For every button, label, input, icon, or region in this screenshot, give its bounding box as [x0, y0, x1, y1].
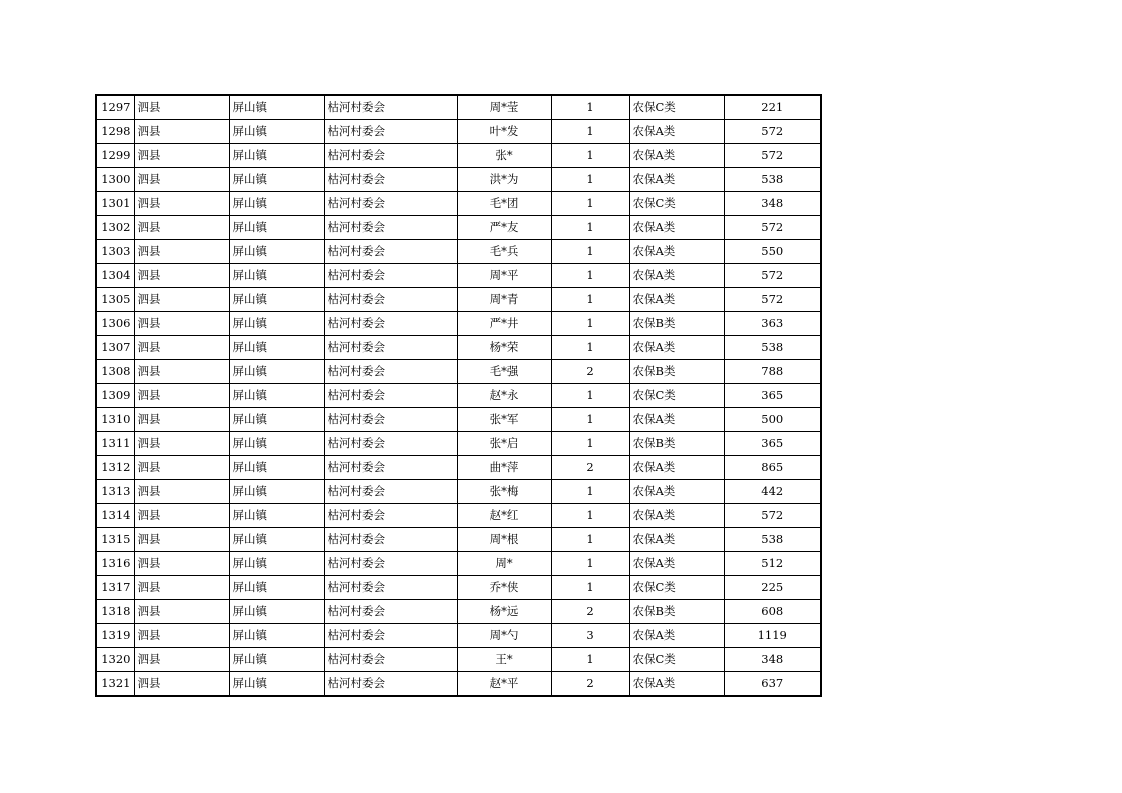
- village-committee-cell: 枯河村委会: [324, 552, 457, 576]
- town-cell: 屏山镇: [229, 552, 324, 576]
- village-committee-cell: 枯河村委会: [324, 408, 457, 432]
- village-committee-cell: 枯河村委会: [324, 95, 457, 120]
- category-cell: 农保A类: [629, 168, 724, 192]
- row-number-cell: 1321: [96, 672, 134, 697]
- amount-cell: 608: [724, 600, 821, 624]
- person-name-cell: 张*启: [457, 432, 551, 456]
- household-count-cell: 1: [551, 336, 629, 360]
- person-name-cell: 王*: [457, 648, 551, 672]
- row-number-cell: 1298: [96, 120, 134, 144]
- person-name-cell: 毛*兵: [457, 240, 551, 264]
- household-count-cell: 1: [551, 576, 629, 600]
- town-cell: 屏山镇: [229, 216, 324, 240]
- category-cell: 农保A类: [629, 408, 724, 432]
- household-count-cell: 1: [551, 240, 629, 264]
- category-cell: 农保A类: [629, 120, 724, 144]
- amount-cell: 365: [724, 384, 821, 408]
- village-committee-cell: 枯河村委会: [324, 624, 457, 648]
- category-cell: 农保B类: [629, 360, 724, 384]
- table-row: [96, 672, 821, 697]
- county-cell: 泗县: [134, 192, 229, 216]
- amount-cell: 572: [724, 504, 821, 528]
- amount-cell: 348: [724, 192, 821, 216]
- row-number-cell: 1319: [96, 624, 134, 648]
- county-cell: 泗县: [134, 240, 229, 264]
- town-cell: 屏山镇: [229, 360, 324, 384]
- household-count-cell: 1: [551, 480, 629, 504]
- row-number-cell: 1312: [96, 456, 134, 480]
- town-cell: 屏山镇: [229, 528, 324, 552]
- category-cell: 农保B类: [629, 600, 724, 624]
- household-count-cell: 1: [551, 264, 629, 288]
- household-count-cell: 1: [551, 312, 629, 336]
- county-cell: 泗县: [134, 432, 229, 456]
- row-number-cell: 1309: [96, 384, 134, 408]
- amount-cell: 637: [724, 672, 821, 697]
- household-count-cell: 1: [551, 95, 629, 120]
- table-row: [96, 192, 821, 216]
- household-count-cell: 1: [551, 648, 629, 672]
- row-number-cell: 1311: [96, 432, 134, 456]
- category-cell: 农保A类: [629, 264, 724, 288]
- village-committee-cell: 枯河村委会: [324, 312, 457, 336]
- household-count-cell: 1: [551, 288, 629, 312]
- category-cell: 农保C类: [629, 192, 724, 216]
- category-cell: 农保A类: [629, 672, 724, 697]
- amount-cell: 572: [724, 144, 821, 168]
- town-cell: 屏山镇: [229, 144, 324, 168]
- row-number-cell: 1302: [96, 216, 134, 240]
- person-name-cell: 曲*萍: [457, 456, 551, 480]
- amount-cell: 865: [724, 456, 821, 480]
- county-cell: 泗县: [134, 552, 229, 576]
- table-row: [96, 480, 821, 504]
- row-number-cell: 1317: [96, 576, 134, 600]
- household-count-cell: 2: [551, 360, 629, 384]
- category-cell: 农保A类: [629, 336, 724, 360]
- row-number-cell: 1313: [96, 480, 134, 504]
- town-cell: 屏山镇: [229, 624, 324, 648]
- household-count-cell: 2: [551, 600, 629, 624]
- household-count-cell: 1: [551, 192, 629, 216]
- household-count-cell: 2: [551, 672, 629, 697]
- town-cell: 屏山镇: [229, 672, 324, 697]
- village-committee-cell: 枯河村委会: [324, 504, 457, 528]
- person-name-cell: 乔*侠: [457, 576, 551, 600]
- town-cell: 屏山镇: [229, 120, 324, 144]
- village-committee-cell: 枯河村委会: [324, 672, 457, 697]
- county-cell: 泗县: [134, 504, 229, 528]
- category-cell: 农保A类: [629, 456, 724, 480]
- table-row: [96, 288, 821, 312]
- row-number-cell: 1316: [96, 552, 134, 576]
- county-cell: 泗县: [134, 288, 229, 312]
- town-cell: 屏山镇: [229, 192, 324, 216]
- row-number-cell: 1307: [96, 336, 134, 360]
- amount-cell: 572: [724, 216, 821, 240]
- amount-cell: 1119: [724, 624, 821, 648]
- row-number-cell: 1303: [96, 240, 134, 264]
- village-committee-cell: 枯河村委会: [324, 336, 457, 360]
- category-cell: 农保A类: [629, 528, 724, 552]
- town-cell: 屏山镇: [229, 480, 324, 504]
- person-name-cell: 周*勺: [457, 624, 551, 648]
- category-cell: 农保A类: [629, 288, 724, 312]
- household-count-cell: 1: [551, 144, 629, 168]
- county-cell: 泗县: [134, 264, 229, 288]
- person-name-cell: 叶*发: [457, 120, 551, 144]
- person-name-cell: 张*军: [457, 408, 551, 432]
- household-count-cell: 3: [551, 624, 629, 648]
- county-cell: 泗县: [134, 456, 229, 480]
- table-row: [96, 384, 821, 408]
- county-cell: 泗县: [134, 120, 229, 144]
- person-name-cell: 杨*荣: [457, 336, 551, 360]
- amount-cell: 538: [724, 528, 821, 552]
- person-name-cell: 周*根: [457, 528, 551, 552]
- category-cell: 农保A类: [629, 144, 724, 168]
- category-cell: 农保A类: [629, 216, 724, 240]
- table-row: [96, 95, 821, 120]
- table-row: [96, 624, 821, 648]
- household-count-cell: 1: [551, 504, 629, 528]
- town-cell: 屏山镇: [229, 576, 324, 600]
- category-cell: 农保B类: [629, 432, 724, 456]
- amount-cell: 572: [724, 120, 821, 144]
- county-cell: 泗县: [134, 480, 229, 504]
- category-cell: 农保B类: [629, 312, 724, 336]
- table-row: [96, 312, 821, 336]
- household-count-cell: 2: [551, 456, 629, 480]
- row-number-cell: 1300: [96, 168, 134, 192]
- village-committee-cell: 枯河村委会: [324, 480, 457, 504]
- category-cell: 农保A类: [629, 504, 724, 528]
- amount-cell: 572: [724, 288, 821, 312]
- table-row: [96, 264, 821, 288]
- county-cell: 泗县: [134, 528, 229, 552]
- table-row: [96, 600, 821, 624]
- village-committee-cell: 枯河村委会: [324, 576, 457, 600]
- person-name-cell: 赵*红: [457, 504, 551, 528]
- village-committee-cell: 枯河村委会: [324, 360, 457, 384]
- row-number-cell: 1299: [96, 144, 134, 168]
- table-row: [96, 552, 821, 576]
- village-committee-cell: 枯河村委会: [324, 432, 457, 456]
- county-cell: 泗县: [134, 648, 229, 672]
- village-committee-cell: 枯河村委会: [324, 120, 457, 144]
- amount-cell: 442: [724, 480, 821, 504]
- village-committee-cell: 枯河村委会: [324, 528, 457, 552]
- amount-cell: 538: [724, 336, 821, 360]
- village-committee-cell: 枯河村委会: [324, 288, 457, 312]
- household-count-cell: 1: [551, 552, 629, 576]
- table-row: [96, 576, 821, 600]
- person-name-cell: 严*友: [457, 216, 551, 240]
- row-number-cell: 1301: [96, 192, 134, 216]
- category-cell: 农保A类: [629, 624, 724, 648]
- person-name-cell: 张*: [457, 144, 551, 168]
- row-number-cell: 1315: [96, 528, 134, 552]
- village-committee-cell: 枯河村委会: [324, 240, 457, 264]
- person-name-cell: 张*梅: [457, 480, 551, 504]
- row-number-cell: 1304: [96, 264, 134, 288]
- table-row: [96, 168, 821, 192]
- town-cell: 屏山镇: [229, 408, 324, 432]
- village-committee-cell: 枯河村委会: [324, 192, 457, 216]
- amount-cell: 538: [724, 168, 821, 192]
- table-body: [96, 95, 821, 696]
- amount-cell: 572: [724, 264, 821, 288]
- table-row: [96, 240, 821, 264]
- county-cell: 泗县: [134, 95, 229, 120]
- category-cell: 农保A类: [629, 552, 724, 576]
- amount-cell: 225: [724, 576, 821, 600]
- household-count-cell: 1: [551, 528, 629, 552]
- county-cell: 泗县: [134, 168, 229, 192]
- village-committee-cell: 枯河村委会: [324, 264, 457, 288]
- category-cell: 农保C类: [629, 648, 724, 672]
- county-cell: 泗县: [134, 336, 229, 360]
- person-name-cell: 周*: [457, 552, 551, 576]
- town-cell: 屏山镇: [229, 168, 324, 192]
- town-cell: 屏山镇: [229, 95, 324, 120]
- category-cell: 农保C类: [629, 95, 724, 120]
- village-committee-cell: 枯河村委会: [324, 384, 457, 408]
- amount-cell: 363: [724, 312, 821, 336]
- amount-cell: 550: [724, 240, 821, 264]
- village-committee-cell: 枯河村委会: [324, 456, 457, 480]
- household-count-cell: 1: [551, 168, 629, 192]
- town-cell: 屏山镇: [229, 648, 324, 672]
- person-name-cell: 毛*强: [457, 360, 551, 384]
- table-row: [96, 432, 821, 456]
- person-name-cell: 严*井: [457, 312, 551, 336]
- person-name-cell: 杨*远: [457, 600, 551, 624]
- town-cell: 屏山镇: [229, 384, 324, 408]
- table-row: [96, 360, 821, 384]
- person-name-cell: 赵*永: [457, 384, 551, 408]
- county-cell: 泗县: [134, 312, 229, 336]
- county-cell: 泗县: [134, 672, 229, 697]
- category-cell: 农保C类: [629, 576, 724, 600]
- town-cell: 屏山镇: [229, 288, 324, 312]
- village-committee-cell: 枯河村委会: [324, 648, 457, 672]
- assistance-table: [95, 94, 822, 697]
- household-count-cell: 1: [551, 408, 629, 432]
- town-cell: 屏山镇: [229, 336, 324, 360]
- county-cell: 泗县: [134, 360, 229, 384]
- table-row: [96, 336, 821, 360]
- county-cell: 泗县: [134, 144, 229, 168]
- town-cell: 屏山镇: [229, 432, 324, 456]
- household-count-cell: 1: [551, 384, 629, 408]
- row-number-cell: 1320: [96, 648, 134, 672]
- county-cell: 泗县: [134, 216, 229, 240]
- table-row: [96, 144, 821, 168]
- person-name-cell: 洪*为: [457, 168, 551, 192]
- town-cell: 屏山镇: [229, 240, 324, 264]
- amount-cell: 512: [724, 552, 821, 576]
- category-cell: 农保A类: [629, 480, 724, 504]
- town-cell: 屏山镇: [229, 264, 324, 288]
- row-number-cell: 1297: [96, 95, 134, 120]
- row-number-cell: 1314: [96, 504, 134, 528]
- amount-cell: 500: [724, 408, 821, 432]
- county-cell: 泗县: [134, 576, 229, 600]
- amount-cell: 788: [724, 360, 821, 384]
- table-row: [96, 456, 821, 480]
- amount-cell: 365: [724, 432, 821, 456]
- category-cell: 农保A类: [629, 240, 724, 264]
- row-number-cell: 1306: [96, 312, 134, 336]
- amount-cell: 348: [724, 648, 821, 672]
- table-row: [96, 504, 821, 528]
- town-cell: 屏山镇: [229, 504, 324, 528]
- table-row: [96, 408, 821, 432]
- person-name-cell: 赵*平: [457, 672, 551, 697]
- person-name-cell: 周*平: [457, 264, 551, 288]
- row-number-cell: 1308: [96, 360, 134, 384]
- town-cell: 屏山镇: [229, 456, 324, 480]
- table-row: [96, 216, 821, 240]
- row-number-cell: 1305: [96, 288, 134, 312]
- category-cell: 农保C类: [629, 384, 724, 408]
- county-cell: 泗县: [134, 408, 229, 432]
- row-number-cell: 1318: [96, 600, 134, 624]
- table-row: [96, 528, 821, 552]
- county-cell: 泗县: [134, 600, 229, 624]
- household-count-cell: 1: [551, 216, 629, 240]
- person-name-cell: 周*青: [457, 288, 551, 312]
- table-row: [96, 648, 821, 672]
- village-committee-cell: 枯河村委会: [324, 216, 457, 240]
- village-committee-cell: 枯河村委会: [324, 144, 457, 168]
- household-count-cell: 1: [551, 432, 629, 456]
- row-number-cell: 1310: [96, 408, 134, 432]
- county-cell: 泗县: [134, 384, 229, 408]
- village-committee-cell: 枯河村委会: [324, 168, 457, 192]
- amount-cell: 221: [724, 95, 821, 120]
- person-name-cell: 毛*团: [457, 192, 551, 216]
- village-committee-cell: 枯河村委会: [324, 600, 457, 624]
- household-count-cell: 1: [551, 120, 629, 144]
- county-cell: 泗县: [134, 624, 229, 648]
- table-row: [96, 120, 821, 144]
- town-cell: 屏山镇: [229, 312, 324, 336]
- town-cell: 屏山镇: [229, 600, 324, 624]
- person-name-cell: 周*莹: [457, 95, 551, 120]
